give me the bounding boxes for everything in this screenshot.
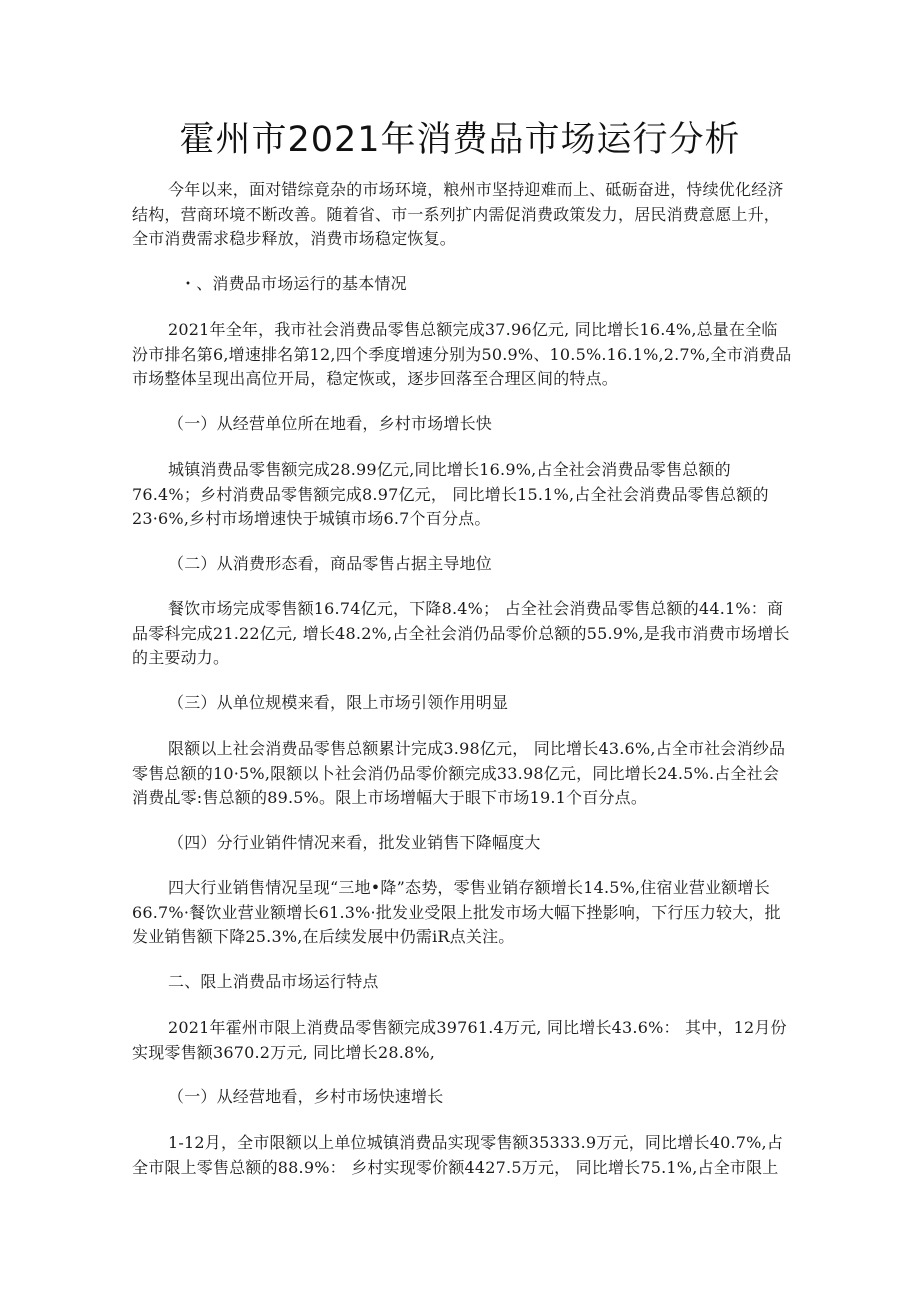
subheading-2: （二）从消费形态看，商品零售占据主导地位 xyxy=(168,554,493,573)
subheading-3: （三）从单位规模来看，限上市场引领作用明显 xyxy=(168,693,509,712)
paragraph-unit-scale: 限额以上社会消费品零售总额累计完成3.98亿元， 同比增长43.6%,占全市社会消纱品零售总额的10·5%,限额以卜社会消仍品零价额完成33.98亿元，同比增长24.5%.占全社会消费乩零:售总额的89.5%。限上市场增幅大于眼下市场19.1个百分点。 xyxy=(132,739,786,807)
subheading-1: （一）从经营单位所在地看，乡村市场增长快 xyxy=(168,414,493,433)
paragraph-above-quota: 2021年霍州市限上消费品零售额完成39761.4万元, 同比增长43.6%： 其中，12月份实现零售额3670.2万元, 同比增长28.8%, xyxy=(132,1018,787,1062)
section-heading-2: 二、限上消费品市场运行特点 xyxy=(168,972,379,991)
intro-paragraph: 今年以来，面对错综竟杂的市场环境，粮州市坚持迎难而上、砥砺奋进，恃续优化经济结构，营商环境不断改善。随着省、市一系列扩内需促消费政策发力，居民消费意愿上升，全市消费需求稳步释放，消费市场稳定恢复。 xyxy=(132,180,784,248)
paragraph-overview: 2021年全年，我市社会消费品零售总额完成37.96亿元, 同比增长16.4%,总量在全临汾市排名第6,增速排名第12,四个季度增速分别为50.9%、10.5%.16.1%,2.7%,全市消费品市场整体呈现出高位开局，稳定恢或，逐步回落至合理区间的特点。 xyxy=(132,320,792,388)
paragraph-industry: 四大行业销售情况呈现“三地•降”态势，零售业销存额增长14.5%,住宿业营业额增长66.7%·餐饮业营业额增长61.3%·批发业受限上批发市场大幅下挫影响，下行压力较大，批发业销售额下降25.3%,在后续发展中仍需iR点关注。 xyxy=(132,878,781,946)
section-heading-1: ・、消费品市场运行的基本情况 xyxy=(180,274,407,293)
subheading-5: （一）从经营地看，乡村市场快速增长 xyxy=(168,1087,444,1106)
paragraph-urban-rural: 城镇消费品零售额完成28.99亿元,同比增长16.9%,占全社会消费品零售总额的76.4%；乡村消费品零售额完成8.97亿元， 同比增长15.1%,占全社会消费品零售总额的23·6%,乡村市场增速快于城镇市场6.7个百分点。 xyxy=(132,460,769,528)
subheading-4: （四）分行业销件情况来看，批发业销售下降幅度大 xyxy=(168,833,541,852)
paragraph-location: 1-12月，全市限额以上单位城镇消费品实现零售额35333.9万元，同比增长40.7%,占全市限上零售总额的88.9%： 乡村实现零价额4427.5万元， 同比增长75.1%,占全市限上 xyxy=(132,1133,784,1177)
paragraph-consumption-form: 餐饮市场完成零售额16.74亿元，下降8.4%； 占全社会消费品零售总额的44.1%：商品零科完成21.22亿元, 增长48.2%,占全社会消仍品零价总额的55.9%,是我市消费市场增长的主要动力。 xyxy=(132,599,790,667)
document-title: 霍州市2021年消费品市场运行分析 xyxy=(179,120,741,160)
